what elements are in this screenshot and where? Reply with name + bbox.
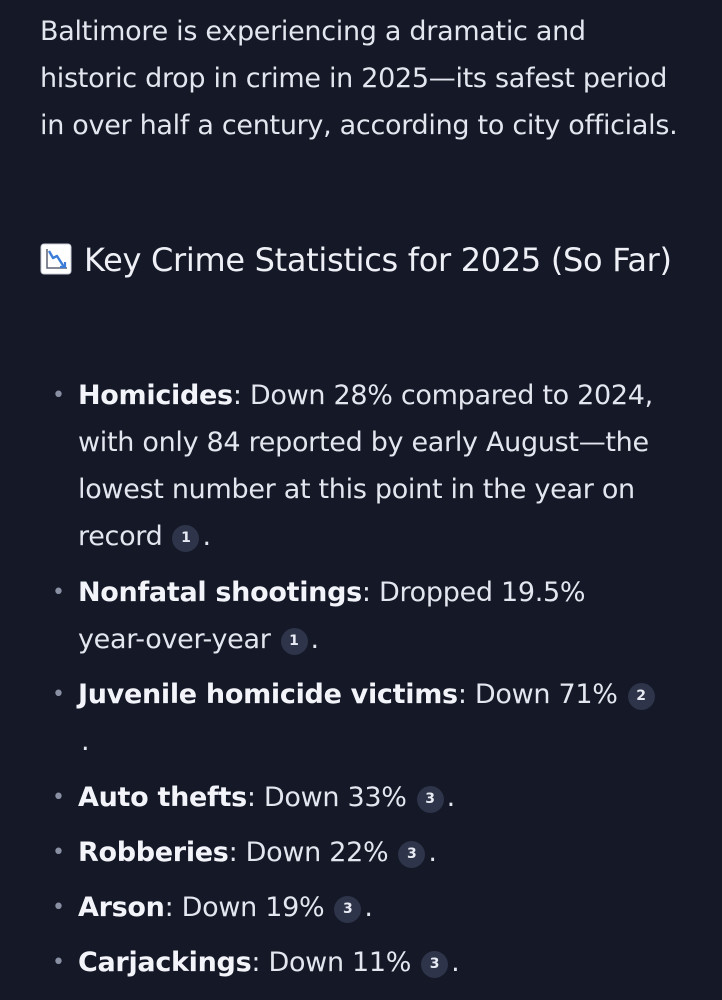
period: .: [428, 837, 437, 868]
bullet: •: [52, 895, 65, 920]
period: .: [446, 782, 455, 813]
stat-text: : Down 71%: [457, 679, 618, 710]
citation-badge[interactable]: 3: [334, 896, 361, 923]
bullet: •: [52, 682, 65, 707]
citation-badge[interactable]: 3: [398, 841, 425, 868]
period: .: [451, 947, 460, 978]
stat-term: Robberies: [78, 837, 229, 868]
section-heading: [40, 236, 680, 284]
stat-term: Arson: [78, 892, 165, 923]
bullet: •: [52, 840, 65, 865]
period: .: [202, 521, 211, 552]
stat-text: : Dropped 19.5% year-over-year: [78, 577, 586, 655]
stat-term: Nonfatal shootings: [78, 577, 362, 608]
list-item: [52, 569, 658, 663]
period: .: [310, 624, 319, 655]
section-heading-text: Key Crime Statistics for 2025 (So Far): [84, 241, 672, 279]
chart-decreasing-icon: [40, 243, 72, 275]
stat-text: : Down 22%: [228, 837, 389, 868]
stat-text: : Down 28% compared to 2024, with only 84 reported by early August—the lowest number at this point in the year on record: [78, 380, 653, 552]
period: .: [364, 892, 373, 923]
stat-term: Auto thefts: [78, 782, 247, 813]
bullet: •: [52, 785, 65, 810]
citation-badge[interactable]: 3: [417, 786, 444, 813]
stat-term: Homicides: [78, 380, 233, 411]
list-item: [52, 884, 658, 931]
stat-term: Juvenile homicide victims: [78, 679, 458, 710]
stat-text: : Down 33%: [246, 782, 407, 813]
list-item: [52, 939, 658, 986]
bullet: •: [52, 950, 65, 975]
list-item: [52, 774, 658, 821]
stat-text: : Down 19%: [164, 892, 325, 923]
period: .: [81, 726, 90, 757]
bullet: •: [52, 383, 65, 408]
stat-term: Carjackings: [78, 947, 252, 978]
list-item: [52, 829, 658, 876]
intro-paragraph: Baltimore is experiencing a dramatic and historic drop in crime in 2025—its safest period in over half a century, according to city officials.: [40, 16, 678, 141]
citation-badge[interactable]: 1: [172, 525, 199, 552]
bullet: •: [52, 580, 65, 605]
list-item: [52, 372, 658, 560]
stat-text: : Down 11%: [251, 947, 412, 978]
list-item: [52, 671, 658, 765]
citation-badge[interactable]: 2: [628, 683, 655, 710]
citation-badge[interactable]: 3: [421, 951, 448, 978]
citation-badge[interactable]: 1: [281, 628, 308, 655]
